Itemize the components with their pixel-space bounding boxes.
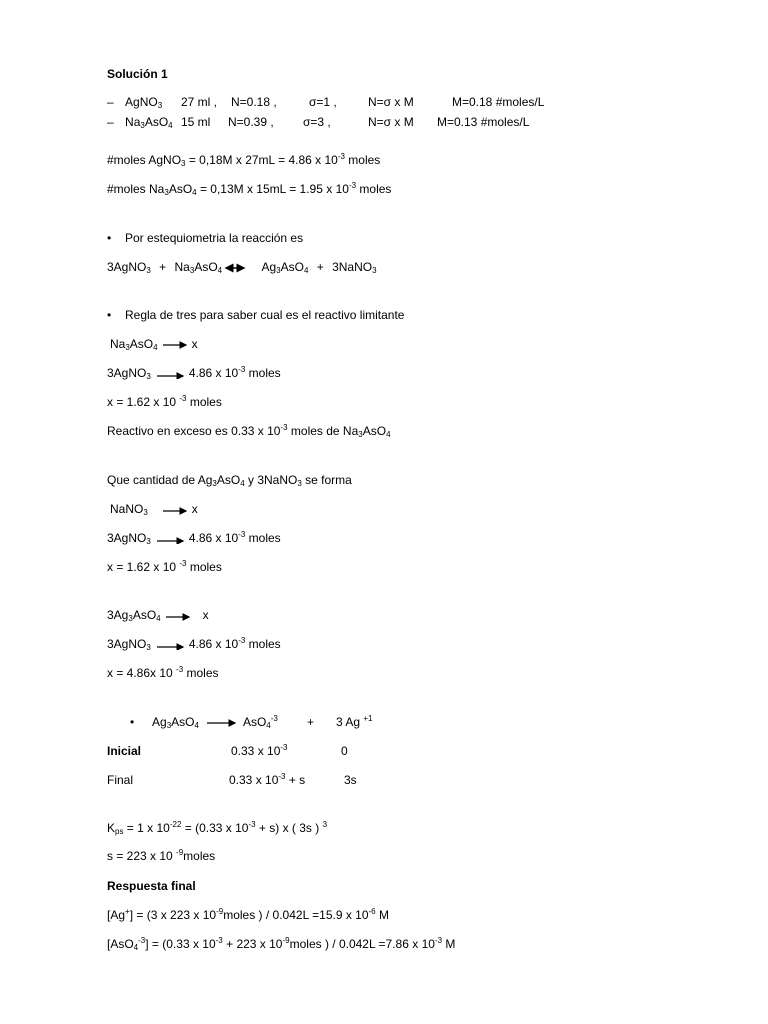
ag-ion: 3 Ag $^{+1}$: [336, 714, 373, 729]
dash: –: [107, 115, 114, 129]
s-value-line: s = 223 x 10 $^{-9}$moles: [107, 848, 216, 863]
row-label-final: Final: [107, 773, 134, 787]
volume: 15 ml: [181, 115, 211, 129]
plus-sign: +: [307, 715, 315, 729]
arrow-right-icon: [162, 340, 188, 350]
moles-agno3-line: #moles AgNO$_3$ = 0,18M x 27mL = 4.86 x $10^{-3}$ moles: [107, 152, 381, 168]
compound: $Na_3AsO_4$: [125, 115, 173, 130]
answer-ag-line: [Ag+] = (3 x 223 x $10^{-9}moles$ ) / 0.042L =15.9 x $10^{-6}$ M: [107, 907, 389, 922]
reaction-equation: 3AgNO$_3$ + $Na_3AsO_4$ $Ag_3AsO_4$ + 3NaNO$_3$: [107, 260, 377, 275]
bullet-text-limiting: Regla de tres para saber cual es el reactivo limitante: [125, 308, 405, 322]
section-title: Solución 1: [107, 67, 168, 81]
normality: N=0.39 ,: [228, 115, 274, 129]
arrow-right-icon: [155, 534, 185, 544]
normality: N=0.18 ,: [231, 95, 277, 109]
rule2-line1: NaNO$_3$ x: [110, 502, 198, 517]
kps-equation: $K_{ps} = 1$ x $10^{-22} = (0.33$ x $10^{-3} + s$) x ( 3s ) $^3$: [107, 820, 328, 836]
final-3s: 3s: [344, 773, 357, 787]
answer-aso4-line: [AsO$_4^{-3}$] = (0.33 x $10^{-3} + 223$ x $10^{-9}moles$ ) / 0.042L =7.86 x $10^{-3}$ M: [107, 936, 456, 952]
row-label-inicial: Inicial: [107, 744, 142, 758]
arrow-right-icon: [155, 640, 185, 650]
compound: AgNO$_3$: [125, 95, 163, 110]
rule1-line2: 3AgNO$_3$ 4.86 x $10^{-3}$ moles: [107, 365, 281, 381]
sigma: σ=3 ,: [303, 115, 331, 129]
formula: N=σ x M: [368, 95, 414, 109]
rule3-line1: $3Ag_3AsO_4$ x: [107, 608, 209, 623]
arrow-right-icon: [162, 505, 188, 515]
molarity: M=0.18 #moles/L: [452, 95, 545, 109]
double-arrow-icon: [224, 263, 246, 273]
moles-na3aso4-line: #moles $Na_3AsO_4 = 0,13M$ x 15mL = 1.95 x $10^{-3}$ moles: [107, 181, 392, 197]
rule1-line4: Reactivo en exceso es 0.33 x $10^{-3}$ moles de $Na_3AsO_4$: [107, 423, 391, 439]
bullet-icon: •: [107, 308, 112, 322]
rule3-line2: 3AgNO$_3$ 4.86 x $10^{-3}$ moles: [107, 636, 281, 652]
volume: 27 ml ,: [181, 95, 218, 109]
bullet-icon: •: [130, 715, 135, 729]
molarity: M=0.13 #moles/L: [437, 115, 530, 129]
dissociation-equation: $Ag_3AsO_4$ AsO$_4^{-3}$: [152, 714, 278, 730]
bullet-text-stoichiometry: Por estequiometria la reacción es: [125, 231, 304, 245]
rule2-line3: x = 1.62 x 10 $^{-3}$ moles: [107, 559, 222, 574]
rule3-line3: x = 4.86x 10 $^{-3}$ moles: [107, 665, 219, 680]
arrow-right-icon: [155, 369, 185, 379]
bullet-icon: •: [107, 231, 112, 245]
inicial-zero: 0: [341, 744, 348, 758]
final-value: 0.33 x $10^{-3} + s$: [229, 772, 306, 787]
rule1-line1: $Na_3AsO_4$ x: [110, 337, 198, 352]
arrow-right-icon: [165, 611, 191, 621]
rule1-line3: x = 1.62 x 10 $^{-3}$ moles: [107, 394, 222, 409]
arrow-right-icon: [205, 718, 237, 728]
question-line: Que cantidad de $Ag_3AsO_4$ y 3NaNO$_3$ se forma: [107, 473, 352, 488]
data-line-agno3: [107, 94, 162, 110]
dash: –: [107, 95, 114, 109]
formula: N=σ x M: [368, 115, 414, 129]
rule2-line2: 3AgNO$_3$ 4.86 x $10^{-3}$ moles: [107, 530, 281, 546]
final-answer-heading: Respuesta final: [107, 879, 196, 893]
sigma: σ=1 ,: [309, 95, 337, 109]
inicial-value: 0.33 x $10^{-3}$: [231, 743, 288, 758]
data-line-na3aso4: [107, 114, 173, 130]
